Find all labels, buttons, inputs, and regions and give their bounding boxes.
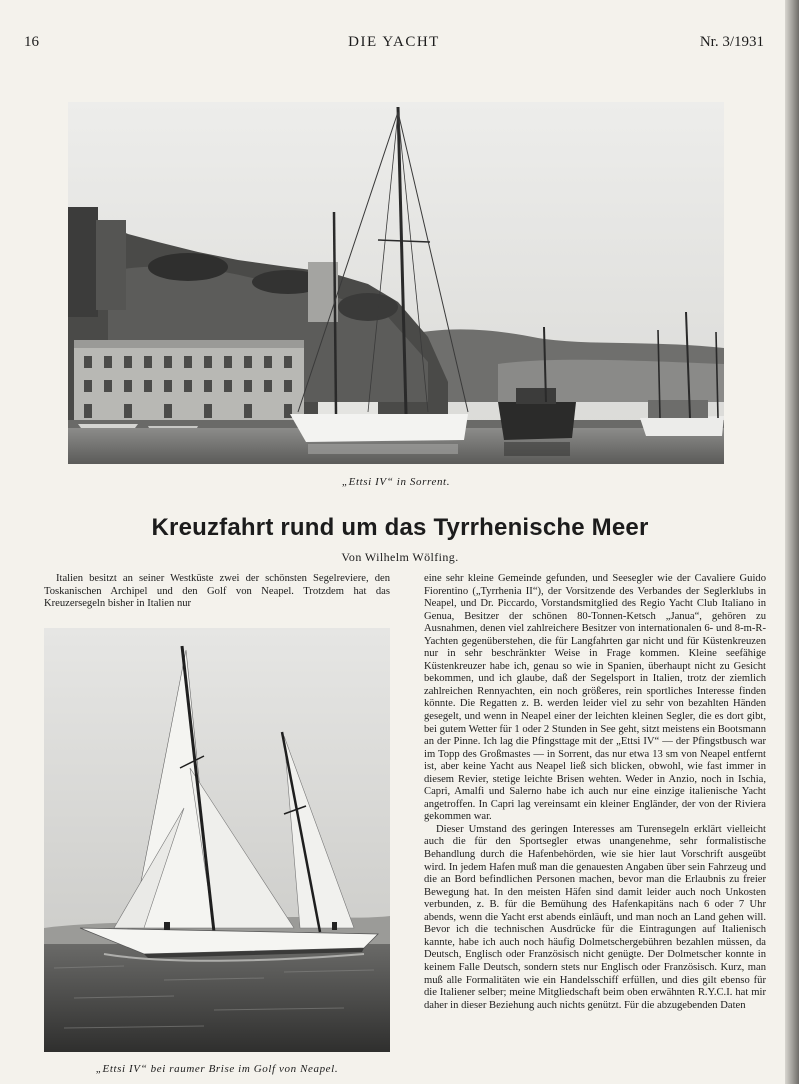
magazine-title: DIE YACHT [348, 34, 440, 50]
running-header [24, 34, 764, 56]
paragraph: Dieser Umstand des geringen Interesses am Turensegeln erklärt vielleicht auch die für den Sportsegler etwas unangenehme, sehr formalistische Behandlung durch die Hafenbehörden, wie sie hier laut Vorschrift ausgeübt wird. In jedem Hafen muß man die genauesten Angaben über sein Fahrzeug und die an Bord befindlichen Personen machen, bevor man die Erlaubnis zu freier Bewegung hat. In den meisten Häfen sind damit leider auch noch Unkosten verbunden, z. B. für die Bemühung des Hafenkapitäns nach 6 oder 7 Uhr abends, wenn die Yacht erst abends einläuft, und man noch an Land gehen will. Bevor ich die technischen Ausdrücke für die Eintragungen auf Italienisch kannte, habe ich auch noch häufig Dolmetschergebühren bezahlen müssen, da Deutsch, Englisch oder Französisch nicht genügte. Der Dolmetscher konnte in keinem Falle Deutsch, sondern stets nur Englisch oder Französisch. Kurz, man muß alle Formalitäten wie ein Handelsschiff erfüllen, und dies gilt ebenso für die Italiener selber; meine Mitgliedschaft beim oben erwähnten R.Y.C.I. hat mir daher in dieser Beziehung auch nichts genützt. Für die abzugebenden Daten [424, 823, 766, 1011]
article-byline: Von Wilhelm Wölfing. [341, 550, 459, 564]
left-column [44, 573, 390, 611]
right-column [424, 573, 766, 1012]
harbor-photo [68, 102, 724, 464]
paragraph: eine sehr kleine Gemeinde gefunden, und Seesegler wie der Cavaliere Guido Fiorentino („Tyrrhenia II“), der Vorsitzende des Verbandes der Seglerklubs in Neapel, und Dr. Piccardo, Vorstandsmitglied des Regio Yacht Club Italiano in Genua, Besitzer der schönen 80-Tonnen-Ketsch „Janua“, gehören zu Ausnahmen, denen viel zahlreichere Besitzer von internationalen 6- und 8-m-R-Yachten gegenüberstehen, die für Langfahrten gar nicht und für Küstenkreuzen nur in sehr beschränkter Weise in Frage kommen. Kleine seefähige Küstenkreuzer habe ich, genau so wie in Spanien, überhaupt nicht zu Gesicht bekommen, und ich glaube, daß der Segelsport in Italien, trotz der ziemlich zahlreichen Rennyachten, ein noch größeres, rein sportliches Interesse finden könnte. Die Regatten z. B. werden leider viel zu sehr von bezahlten Händen gesegelt, und wenn in Neapel einer der leichten kleinen Segler, die es dort gibt, bei gutem Wetter für 1 oder 2 Stunden in See geht, sitzt meistens ein Bootsmann an der Pinne. Ich lag die Pfingsttage mit der „Ettsi IV“ — der Pfingstbusch war im Topp des Großmastes — in Sorrent, das nur etwa 13 sm von Neapel entfernt ist, aber keine Yacht aus Neapel ließ sich blicken, obwohl, wie fast immer in diesem Revier, stetige leichte Brisen wehten. Weder in Anzio, noch in Ischia, Capri, Amalfi und Salerno habe ich auch nur eine einzige italienische Yacht angetroffen. In Capri lag vereinsamt ein kleiner Engländer, der von der Riviera gekommen war. [424, 573, 766, 823]
issue-number: Nr. 3/1931 [699, 34, 764, 50]
paragraph: Italien besitzt an seiner Westküste zwei der schönsten Segelreviere, den Toskanischen Archipel und den Golf von Neapel. Trotzdem hat das Kreuzersegeln bisher in Italien nur [44, 573, 390, 610]
left-photo-caption: „Ettsi IV“ bei raumer Brise im Golf von Neapel. [95, 1063, 339, 1075]
page-edge-shadow [785, 0, 799, 1084]
top-photo-caption: „Ettsi IV“ in Sorrent. [341, 476, 451, 488]
page-number: 16 [24, 34, 39, 50]
article-title: Kreuzfahrt rund um das Tyrrhenische Meer [151, 514, 649, 541]
sailing-yacht-photo [44, 628, 390, 1052]
